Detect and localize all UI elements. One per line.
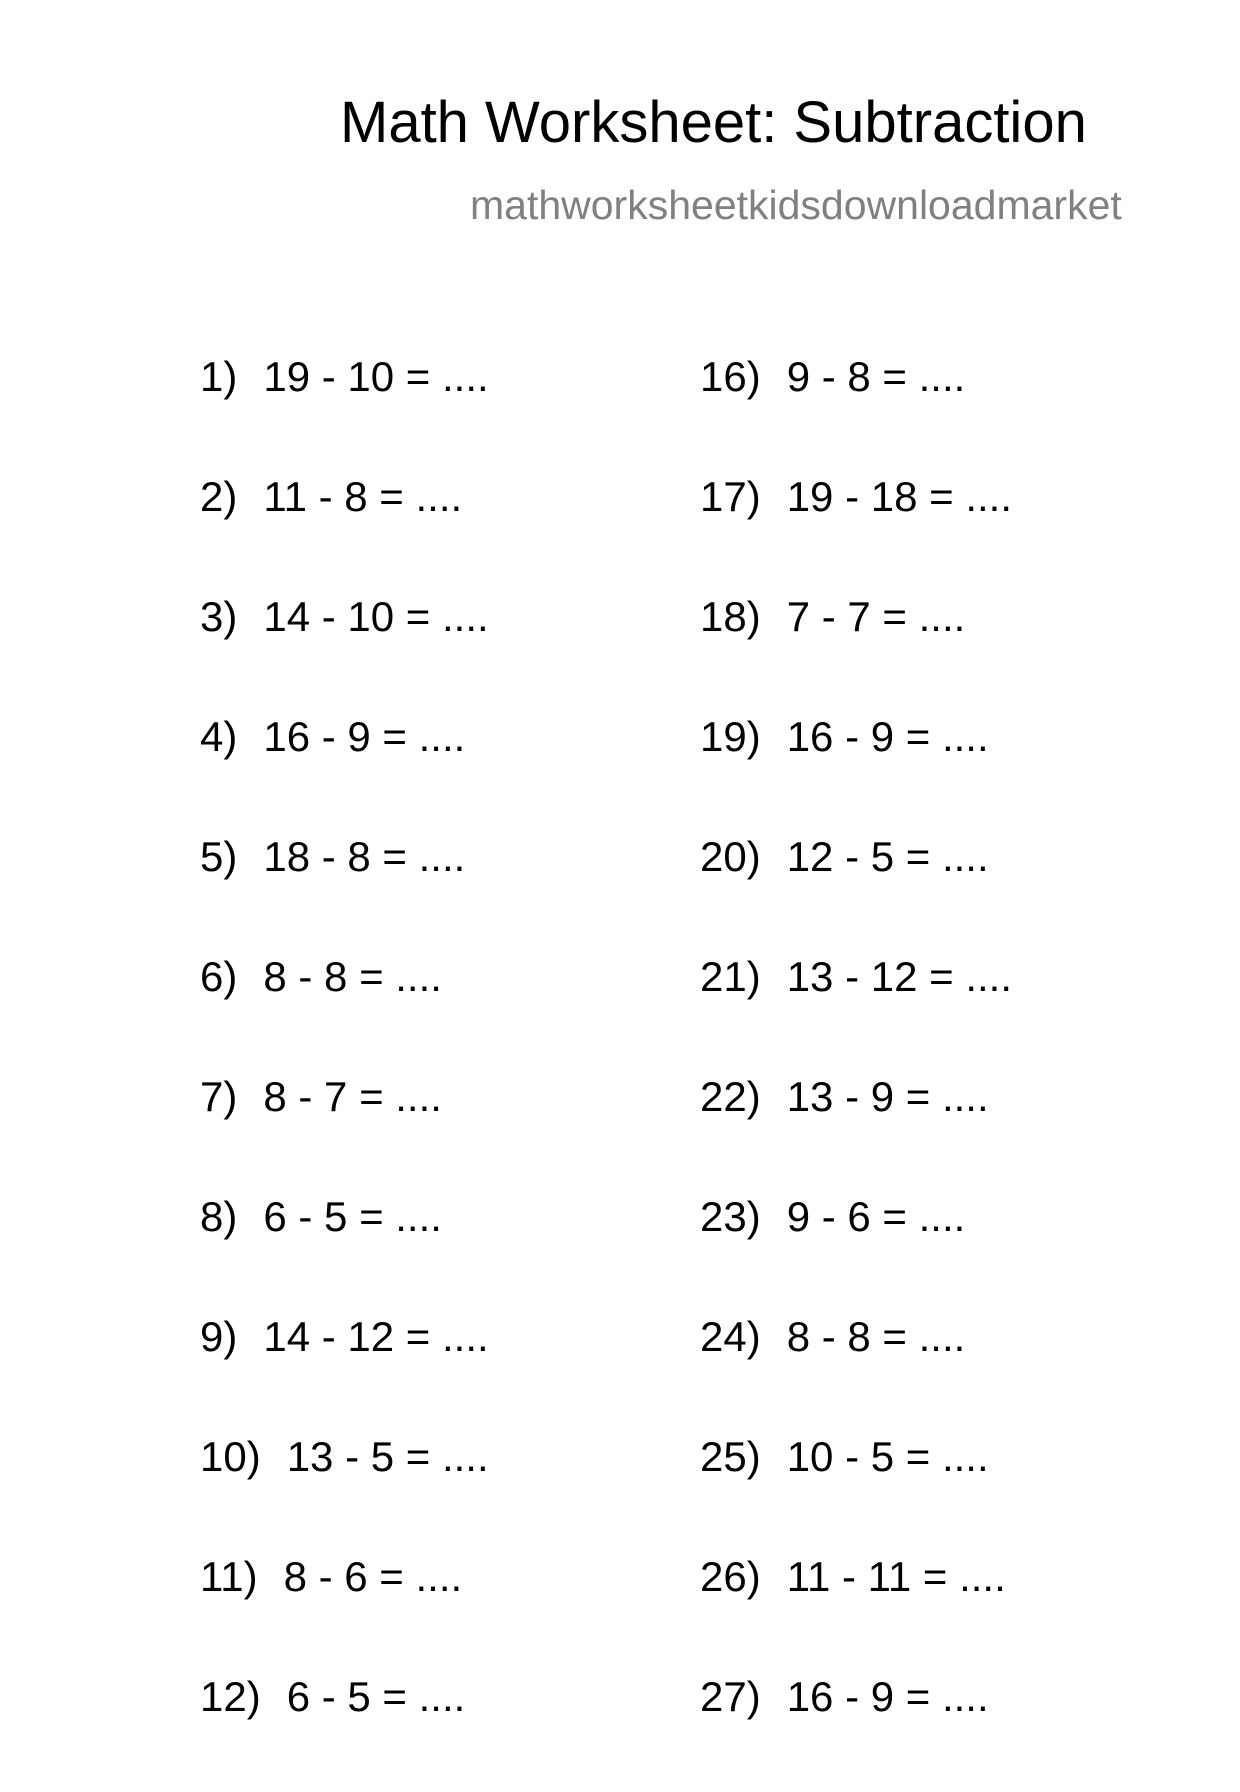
problem-item [700, 352, 1160, 472]
problem-number: 22) [700, 1073, 761, 1120]
problem-number: 11) [200, 1553, 258, 1600]
problem-expression: 19 - 10 = .... [263, 353, 489, 400]
problem-expression: 7 - 7 = .... [786, 593, 966, 640]
worksheet-title: Math Worksheet: Subtraction [340, 90, 1087, 155]
problem-number: 4) [200, 713, 238, 760]
worksheet-subtitle: mathworksheetkidsdownloadmarket [470, 182, 1122, 228]
problem-expression: 8 - 6 = .... [283, 1553, 463, 1600]
problem-expression: 16 - 9 = .... [786, 1673, 989, 1720]
problem-number: 18) [700, 593, 761, 640]
problem-item [200, 472, 660, 592]
problem-expression: 8 - 8 = .... [263, 953, 442, 1000]
problem-expression: 14 - 12 = .... [263, 1313, 489, 1360]
problem-expression: 10 - 5 = .... [786, 1433, 989, 1480]
problems-right-column [700, 352, 1160, 1792]
problem-number: 25) [700, 1433, 761, 1480]
problem-number: 21) [700, 953, 761, 1000]
problem-item [200, 1672, 660, 1792]
problem-number: 1) [200, 353, 238, 400]
problem-item [200, 1312, 660, 1432]
problem-number: 8) [200, 1193, 238, 1240]
problem-number: 10) [200, 1433, 261, 1480]
problem-item [200, 952, 660, 1072]
problem-item [700, 952, 1160, 1072]
problem-expression: 13 - 9 = .... [786, 1073, 989, 1120]
problem-number: 24) [700, 1313, 761, 1360]
problem-item [700, 1672, 1160, 1792]
problem-item [200, 592, 660, 712]
problem-number: 23) [700, 1193, 761, 1240]
problem-expression: 11 - 8 = .... [263, 473, 463, 520]
problem-number: 17) [700, 473, 761, 520]
problem-item [200, 1552, 660, 1672]
problem-expression: 13 - 5 = .... [286, 1433, 489, 1480]
problem-number: 16) [700, 353, 761, 400]
problem-expression: 6 - 5 = .... [263, 1193, 442, 1240]
problem-expression: 6 - 5 = .... [286, 1673, 466, 1720]
problem-item [200, 712, 660, 832]
problem-expression: 14 - 10 = .... [263, 593, 489, 640]
problem-item [700, 472, 1160, 592]
problem-item [700, 1432, 1160, 1552]
problem-number: 9) [200, 1313, 238, 1360]
problem-item [700, 592, 1160, 712]
problem-number: 6) [200, 953, 238, 1000]
problem-item [200, 832, 660, 952]
problem-item [700, 1312, 1160, 1432]
problem-item [200, 1192, 660, 1312]
problem-item [700, 1552, 1160, 1672]
problem-expression: 9 - 6 = .... [786, 1193, 966, 1240]
problem-item [700, 1192, 1160, 1312]
problem-expression: 19 - 18 = .... [786, 473, 1013, 520]
problem-number: 2) [200, 473, 238, 520]
problem-number: 7) [200, 1073, 238, 1120]
problem-number: 19) [700, 713, 761, 760]
problem-item [200, 352, 660, 472]
problem-expression: 16 - 9 = .... [786, 713, 989, 760]
problem-expression: 8 - 7 = .... [263, 1073, 442, 1120]
problem-number: 26) [700, 1553, 761, 1600]
problem-expression: 9 - 8 = .... [786, 353, 966, 400]
problem-number: 5) [200, 833, 238, 880]
problem-item [200, 1072, 660, 1192]
problem-expression: 11 - 11 = .... [786, 1553, 1006, 1600]
problem-expression: 16 - 9 = .... [263, 713, 466, 760]
problem-number: 12) [200, 1673, 261, 1720]
problem-number: 20) [700, 833, 761, 880]
problem-expression: 12 - 5 = .... [786, 833, 989, 880]
problems-left-column [200, 352, 660, 1792]
problem-item [700, 712, 1160, 832]
problem-number: 27) [700, 1673, 761, 1720]
problem-item [700, 832, 1160, 952]
problem-expression: 13 - 12 = .... [786, 953, 1013, 1000]
problem-item [200, 1432, 660, 1552]
problem-expression: 8 - 8 = .... [786, 1313, 966, 1360]
problem-expression: 18 - 8 = .... [263, 833, 466, 880]
problem-number: 3) [200, 593, 238, 640]
problem-item [700, 1072, 1160, 1192]
